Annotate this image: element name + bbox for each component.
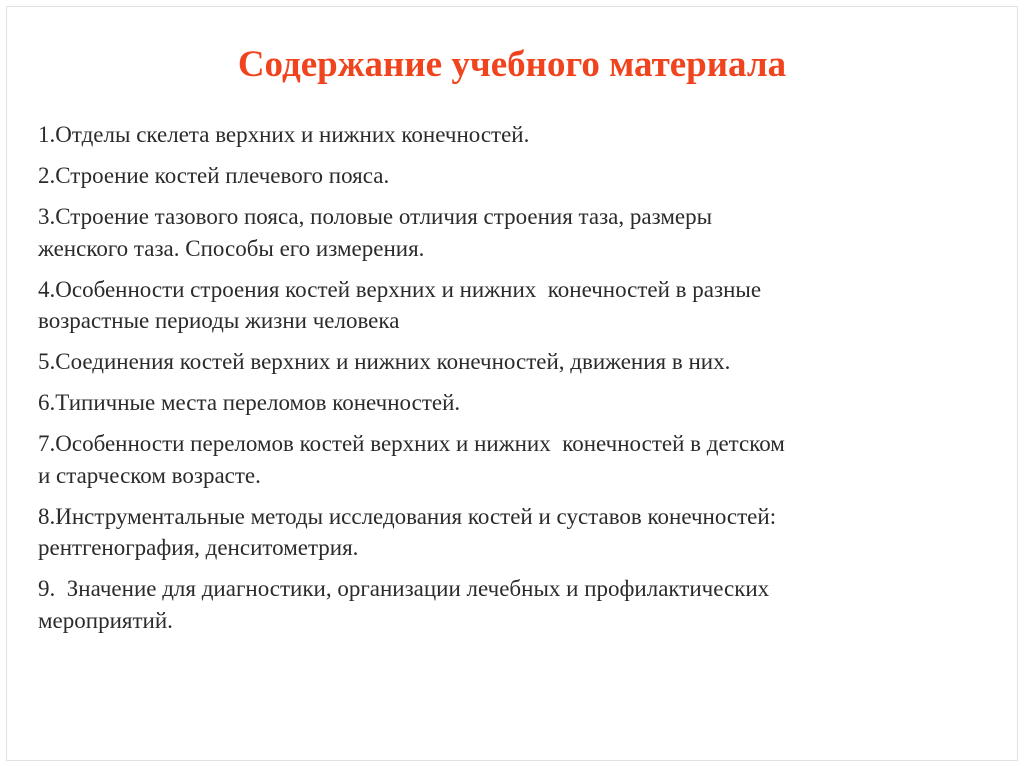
list-item-4: 4.Особенности строения костей верхних и нижних конечностей в разные возрастные периоды жизни человека bbox=[38, 276, 762, 333]
list-item-7: 7.Особенности переломов костей верхних и нижних конечностей в детском и старческом возрасте. bbox=[38, 431, 785, 488]
list-item-3: 3.Строение тазового пояса, половые отличия строения таза, размеры женского таза. Способы его измерения. bbox=[38, 204, 713, 261]
list-item-8: 8.Инструментальные методы исследования костей и суставов конечностей: рентгенография, денситометрия. bbox=[38, 503, 777, 560]
list-item-6: 6.Типичные места переломов конечностей. bbox=[38, 390, 461, 415]
slide-title: Содержание учебного материала bbox=[237, 44, 787, 85]
list-item-2: 2.Строение костей плечевого пояса. bbox=[38, 163, 390, 188]
list-item-1: 1.Отделы скелета верхних и нижних конечностей. bbox=[38, 122, 530, 147]
list-item-9: 9. Значение для диагностики, организации лечебных и профилактических мероприятий. bbox=[38, 576, 770, 633]
list-item-5: 5.Соединения костей верхних и нижних конечностей, движения в них. bbox=[38, 349, 731, 374]
content-list bbox=[38, 119, 988, 646]
